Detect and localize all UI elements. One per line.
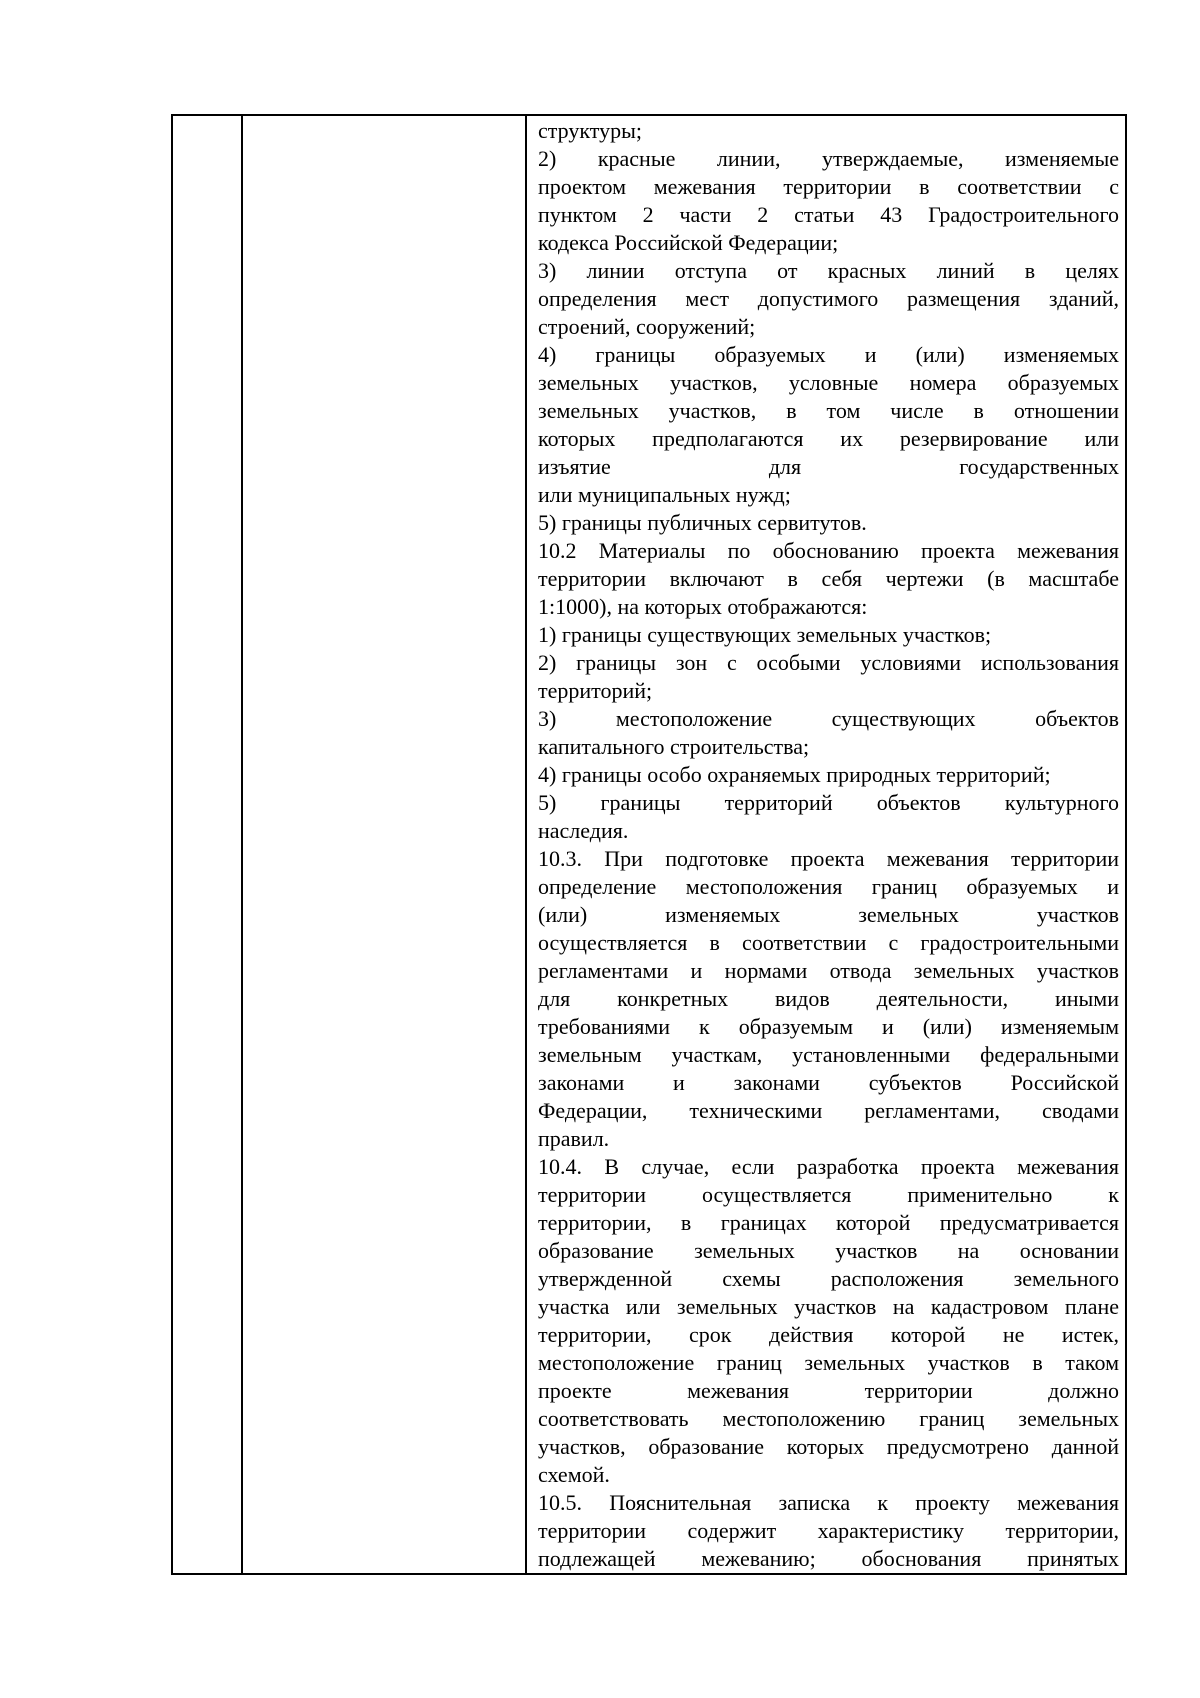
requirements-text — [538, 116, 1119, 1573]
text-line: подлежащей межеванию; обоснования принятых — [538, 1546, 1119, 1571]
text-line: определение местоположения границ образуемых и — [538, 874, 1119, 899]
text-line: изъятие для государственных — [538, 454, 1119, 479]
text-line: 3) линии отступа от красных линий в целях — [538, 258, 1119, 283]
text-line: Федерации, техническими регламентами, сводами — [538, 1098, 1119, 1123]
text-line: определения мест допустимого размещения зданий, — [538, 286, 1119, 311]
text-line: 5) границы территорий объектов культурного — [538, 790, 1119, 815]
text-line: соответствовать местоположению границ земельных — [538, 1406, 1119, 1431]
text-line: 10.5. Пояснительная записка к проекту межевания — [538, 1490, 1119, 1515]
text-line: строений, сооружений; — [538, 314, 756, 339]
text-line: участков, образование которых предусмотрено данной — [538, 1434, 1119, 1459]
requirements-table — [171, 114, 1127, 1575]
text-line: территории, в границах которой предусматривается — [538, 1210, 1119, 1235]
text-line: (или) изменяемых земельных участков — [538, 902, 1119, 927]
text-line: законами и законами субъектов Российской — [538, 1070, 1119, 1095]
text-line: схемой. — [538, 1462, 610, 1487]
text-line: образование земельных участков на основании — [538, 1238, 1119, 1263]
text-line: территории осуществляется применительно к — [538, 1182, 1119, 1207]
text-line: осуществляется в соответствии с градостроительными — [538, 930, 1119, 955]
text-line: структуры; — [538, 118, 642, 143]
text-line: проектом межевания территории в соответствии с — [538, 174, 1119, 199]
text-line: для конкретных видов деятельности, иными — [538, 986, 1119, 1011]
text-line: 4) границы особо охраняемых природных территорий; — [538, 762, 1051, 787]
text-line: земельных участков, условные номера образуемых — [538, 370, 1119, 395]
text-line: пунктом 2 части 2 статьи 43 Градостроительного — [538, 202, 1119, 227]
text-line: участка или земельных участков на кадастровом плане — [538, 1294, 1119, 1319]
requirements-cell — [526, 115, 1126, 1574]
text-line: 1:1000), на которых отображаются: — [538, 594, 868, 619]
text-line: территории, срок действия которой не истек, — [538, 1322, 1119, 1347]
text-line: земельных участков, в том числе в отношении — [538, 398, 1119, 423]
text-line: 4) границы образуемых и (или) изменяемых — [538, 342, 1119, 367]
text-line: 1) границы существующих земельных участков; — [538, 622, 992, 647]
text-line: территории включают в себя чертежи (в масштабе — [538, 566, 1119, 591]
text-line: 2) красные линии, утверждаемые, изменяемые — [538, 146, 1119, 171]
text-line: правил. — [538, 1126, 610, 1151]
text-line: 10.3. При подготовке проекта межевания территории — [538, 846, 1119, 871]
text-line: территорий; — [538, 678, 653, 703]
text-line: или муниципальных нужд; — [538, 482, 791, 507]
text-line: земельным участкам, установленными федеральными — [538, 1042, 1119, 1067]
item-name-cell — [242, 115, 526, 1574]
text-line: капитального строительства; — [538, 734, 810, 759]
text-line: 3) местоположение существующих объектов — [538, 706, 1119, 731]
text-line: 10.2 Материалы по обоснованию проекта межевания — [538, 538, 1119, 563]
text-line: регламентами и нормами отвода земельных участков — [538, 958, 1119, 983]
text-line: 5) границы публичных сервитутов. — [538, 510, 867, 535]
text-line: 2) границы зон с особыми условиями использования — [538, 650, 1119, 675]
text-line: 10.4. В случае, если разработка проекта межевания — [538, 1154, 1119, 1179]
text-line: которых предполагаются их резервирование или — [538, 426, 1119, 451]
table-row — [172, 115, 1126, 1574]
text-line: территории содержит характеристику территории, — [538, 1518, 1119, 1543]
text-line: местоположение границ земельных участков в таком — [538, 1350, 1119, 1375]
text-line: кодекса Российской Федерации; — [538, 230, 839, 255]
text-line: наследия. — [538, 818, 629, 843]
number-cell — [172, 115, 242, 1574]
text-line: требованиями к образуемым и (или) изменяемым — [538, 1014, 1119, 1039]
text-line: проекте межевания территории должно — [538, 1378, 1119, 1403]
text-line: утвержденной схемы расположения земельного — [538, 1266, 1119, 1291]
